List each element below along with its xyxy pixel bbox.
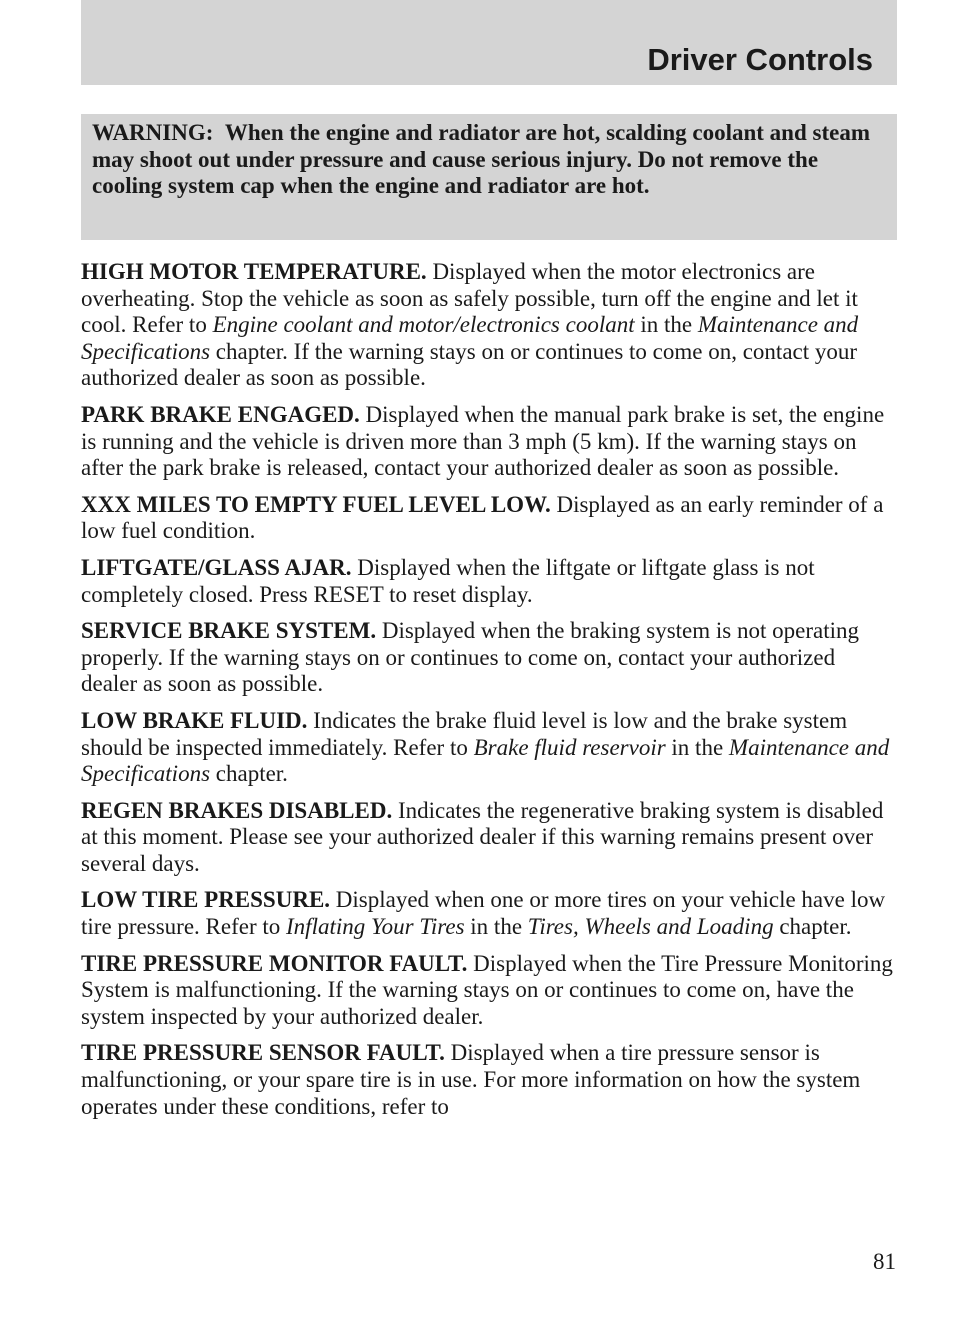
warning-box [81, 114, 897, 240]
entry-term: LIFTGATE/GLASS AJAR. [81, 554, 352, 580]
page-number: 81 [873, 1249, 896, 1274]
entry-high-motor-temperature [81, 259, 895, 392]
entry-miles-to-empty [81, 492, 895, 545]
entry-term: TIRE PRESSURE MONITOR FAULT. [81, 950, 468, 976]
entry-text: Indicates the regenerative braking system is disabled at this moment. Please see your authorized dealer if this warning remains present over several days. [81, 797, 884, 876]
header-band [81, 0, 897, 85]
entry-reference: Inflating Your Tires [286, 914, 465, 940]
entry-text: chapter. If the warning stays on or continues to come on, contact your authorized dealer as soon as possible. [81, 338, 858, 391]
entry-reference: Engine coolant and motor/electronics coolant [212, 312, 635, 338]
entry-text: Indicates the brake fluid level is low and the brake system should be inspected immediately. Refer to [81, 707, 848, 760]
entry-low-brake-fluid [81, 708, 895, 788]
entry-term: HIGH MOTOR TEMPERATURE. [81, 259, 427, 284]
entry-term: LOW BRAKE FLUID. [81, 707, 308, 733]
entry-text: in the [665, 734, 729, 760]
entry-text: Displayed when a tire pressure sensor is malfunctioning, or your spare tire is in use. For more information on how the system operates under these conditions, refer to [81, 1040, 861, 1119]
entry-text: Displayed when the liftgate or liftgate glass is not completely closed. Press RESET to reset display. [81, 554, 815, 607]
entry-reference: Maintenance and Specifications [81, 312, 859, 364]
entry-tire-pressure-sensor-fault [81, 1040, 895, 1120]
warning-text [92, 120, 887, 200]
warning-body: When the engine and radiator are hot, scalding coolant and steam may shoot out under pressure and cause serious injury. Do not remove the cooling system cap when the engine and radiator are hot. [92, 120, 870, 199]
entry-liftgate-glass-ajar [81, 555, 895, 608]
entry-term: PARK BRAKE ENGAGED. [81, 401, 360, 427]
entry-term: XXX MILES TO EMPTY FUEL LEVEL LOW. [81, 491, 551, 517]
entry-text: Displayed when one or more tires on your vehicle have low tire pressure. Refer to [81, 887, 886, 940]
entry-text: Displayed when the braking system is not operating properly. If the warning stays on or continues to come on, contact your authorized dealer as soon as possible. [81, 618, 859, 697]
entry-park-brake-engaged [81, 402, 895, 482]
entry-text: Displayed when the Tire Pressure Monitoring System is malfunctioning. If the warning stays on or continues to come on, have the system inspected by your authorized dealer. [81, 950, 893, 1029]
entry-text: chapter. [210, 761, 288, 787]
entry-tire-pressure-monitor-fault [81, 951, 895, 1031]
entry-text: chapter. [773, 914, 852, 940]
entry-low-tire-pressure [81, 887, 895, 940]
entry-term: SERVICE BRAKE SYSTEM. [81, 618, 377, 644]
entry-reference: Maintenance and Specifications [81, 734, 890, 787]
entry-regen-brakes-disabled [81, 798, 895, 878]
entry-reference: Tires, Wheels and Loading [527, 914, 774, 940]
section-title: Driver Controls [647, 42, 873, 77]
entry-text: in the [464, 914, 528, 940]
entry-text: Displayed when the manual park brake is set, the engine is running and the vehicle is driven more than 3 mph (5 km). If the warning stays on after the park brake is released, contact your authorized dealer as soon as possible. [81, 401, 885, 481]
entry-text: in the [634, 312, 698, 338]
entry-service-brake-system [81, 618, 895, 698]
entry-text: Displayed as an early reminder of a low fuel condition. [81, 491, 884, 544]
entry-term: LOW TIRE PRESSURE. [81, 887, 331, 913]
entry-term: TIRE PRESSURE SENSOR FAULT. [81, 1040, 445, 1066]
entry-text: Displayed when the motor electronics are overheating. Stop the vehicle as soon as safely possible, turn off the engine and let it cool. Refer to [81, 259, 858, 338]
warning-label: WARNING: [92, 120, 214, 145]
entry-reference: Brake fluid reservoir [473, 734, 666, 760]
message-list [81, 259, 895, 1130]
entry-term: REGEN BRAKES DISABLED. [81, 797, 393, 823]
